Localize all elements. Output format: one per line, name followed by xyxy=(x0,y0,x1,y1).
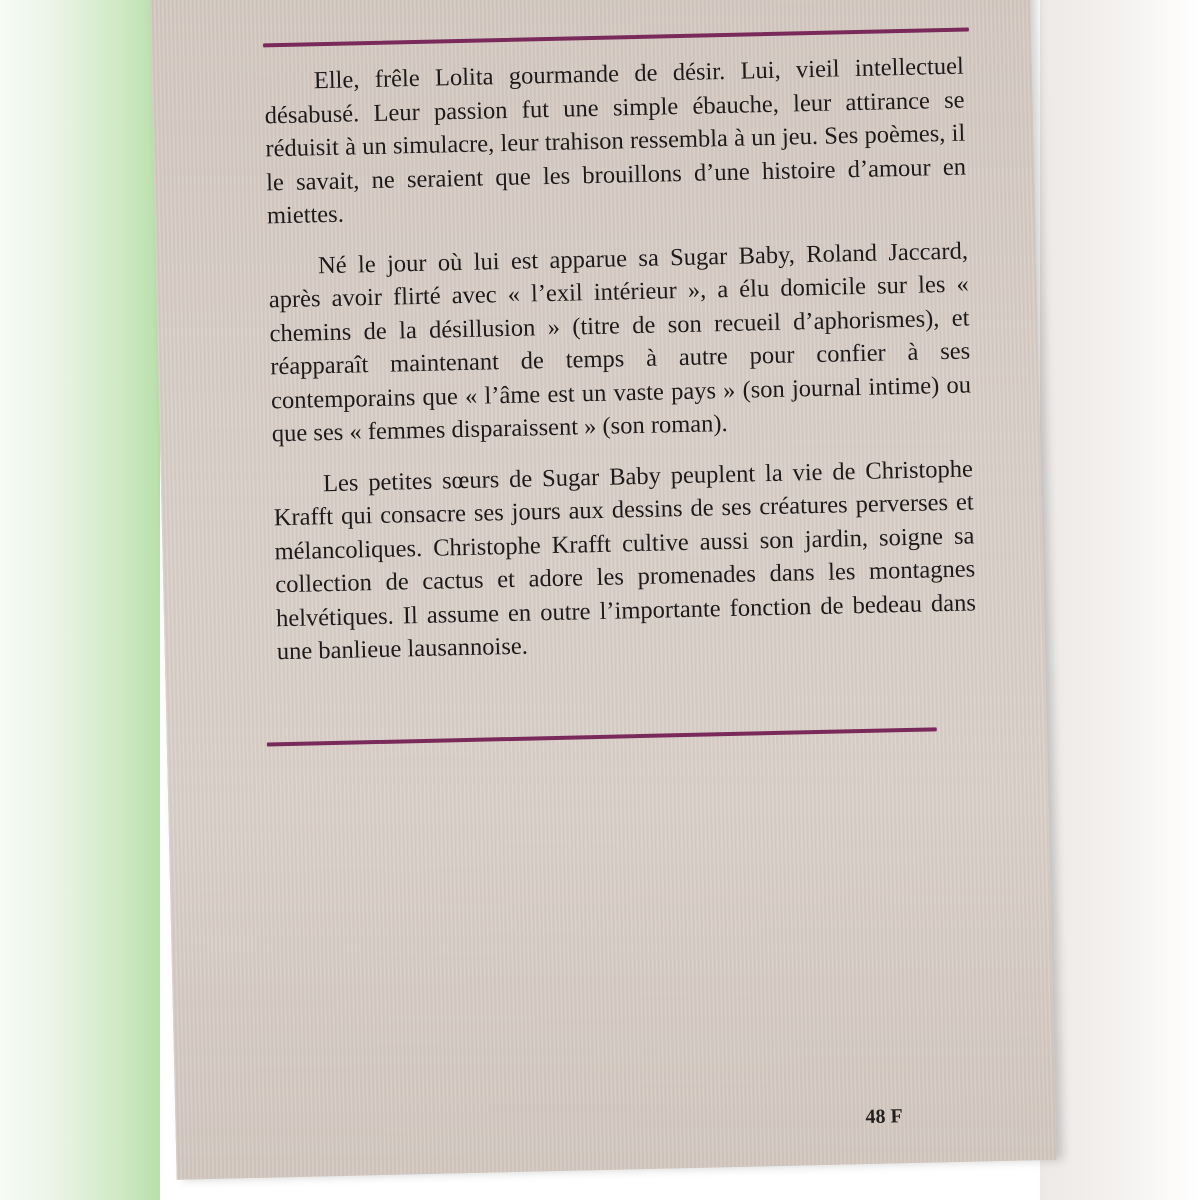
book-back-cover xyxy=(150,0,1057,1180)
blurb-text xyxy=(264,50,978,686)
top-rule xyxy=(263,27,969,47)
background-right xyxy=(1040,0,1200,1200)
paragraph-illustrator-bio: Les petites sœurs de Sugar Baby peuplent la vie de Christophe Krafft qui consacre ses jours aux dessins de ses créatures perverses et mélancoliques. Christophe Krafft cultive aussi son jardin, soigne sa collection de cactus et adore les promenades dans les montagnes helvétiques. Il assume en outre l’importante fonction de bedeau dans une banlieue lausannoise. xyxy=(273,454,977,666)
paragraph-synopsis: Elle, frêle Lolita gourmande de désir. Lui, vieil intellectuel désabusé. Leur passion fut une simple ébauche, leur attirance se réduisit à un simulacre, leur trahison ressembla à un jeu. Ses poèmes, il le savait, ne seraient que les brouillons d’une histoire d’amour en miettes. xyxy=(264,52,967,230)
bottom-rule xyxy=(267,727,937,746)
price-label: 48 F xyxy=(865,1105,903,1129)
paragraph-author-bio: Né le jour où lui est apparue sa Sugar Baby, Roland Jaccard, après avoir flirté avec « l’exil intérieur », a élu domicile sur les « chemins de la désillusion » (titre de son recueil d’aphorismes), et réapparaît maintenant de temps à autre pour confier à ses contemporains que « l’âme est un vaste pays » (son journal intime) ou que ses « femmes disparaissent » (son roman). xyxy=(268,237,972,448)
background-left xyxy=(0,0,160,1200)
